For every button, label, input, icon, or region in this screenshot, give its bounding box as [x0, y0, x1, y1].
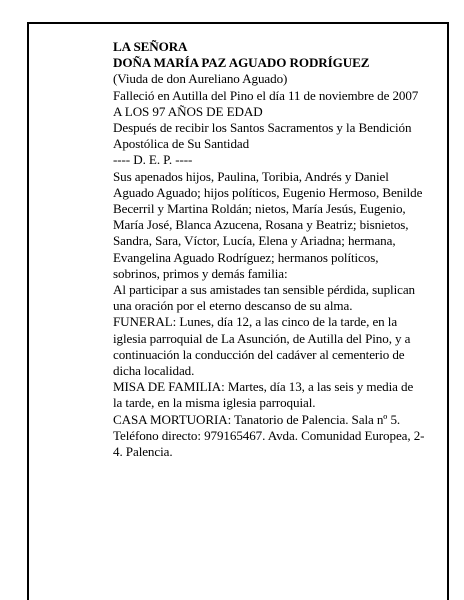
- mortuary-paragraph: CASA MORTUORIA: Tanatorio de Palencia. Sala nº 5. Teléfono directo: 979165467. Avda. Comunidad Europea, 2-4. Palencia.: [113, 411, 425, 460]
- age-line: A LOS 97 AÑOS DE EDAD: [113, 103, 263, 119]
- rip-line: ---- D. E. P. ----: [113, 152, 193, 168]
- obituary-notice: [113, 39, 425, 460]
- sacraments-line: Después de recibir los Santos Sacramentos y la Bendición Apostólica de Su Santidad: [113, 120, 412, 152]
- funeral-paragraph: FUNERAL: Lunes, día 12, a las cinco de la tarde, en la iglesia parroquial de La Asunción, de Autilla del Pino, y a continuación la conducción del cadáver al cementerio de dicha localidad.: [113, 314, 411, 379]
- notice-heading: LA SEÑORA: [113, 39, 188, 54]
- deceased-name: DOÑA MARÍA PAZ AGUADO RODRÍGUEZ: [113, 55, 370, 71]
- widow-line: (Viuda de don Aureliano Aguado): [113, 71, 288, 87]
- request-paragraph: Al participar a sus amistades tan sensible pérdida, suplican una oración por el eterno descanso de su alma.: [113, 282, 415, 314]
- death-line: Falleció en Autilla del Pino el día 11 de noviembre de 2007: [113, 87, 419, 103]
- family-paragraph: Sus apenados hijos, Paulina, Toribia, Andrés y Daniel Aguado Aguado; hijos políticos, Eugenio Hermoso, Benilde Becerril y Martina Roldán; nietos, María Jesús, Eugenio, María José, Blanca Azucena, Rosana y Beatriz; bisnietos, Sandra, Sara, Víctor, Lucía, Elena y Ariadna; hermana, Evangelina Aguado Rodríguez; hermanos políticos, sobrinos, primos y demás familia:: [113, 168, 423, 281]
- mass-paragraph: MISA DE FAMILIA: Martes, día 13, a las seis y media de la tarde, en la misma iglesia parroquial.: [113, 379, 414, 411]
